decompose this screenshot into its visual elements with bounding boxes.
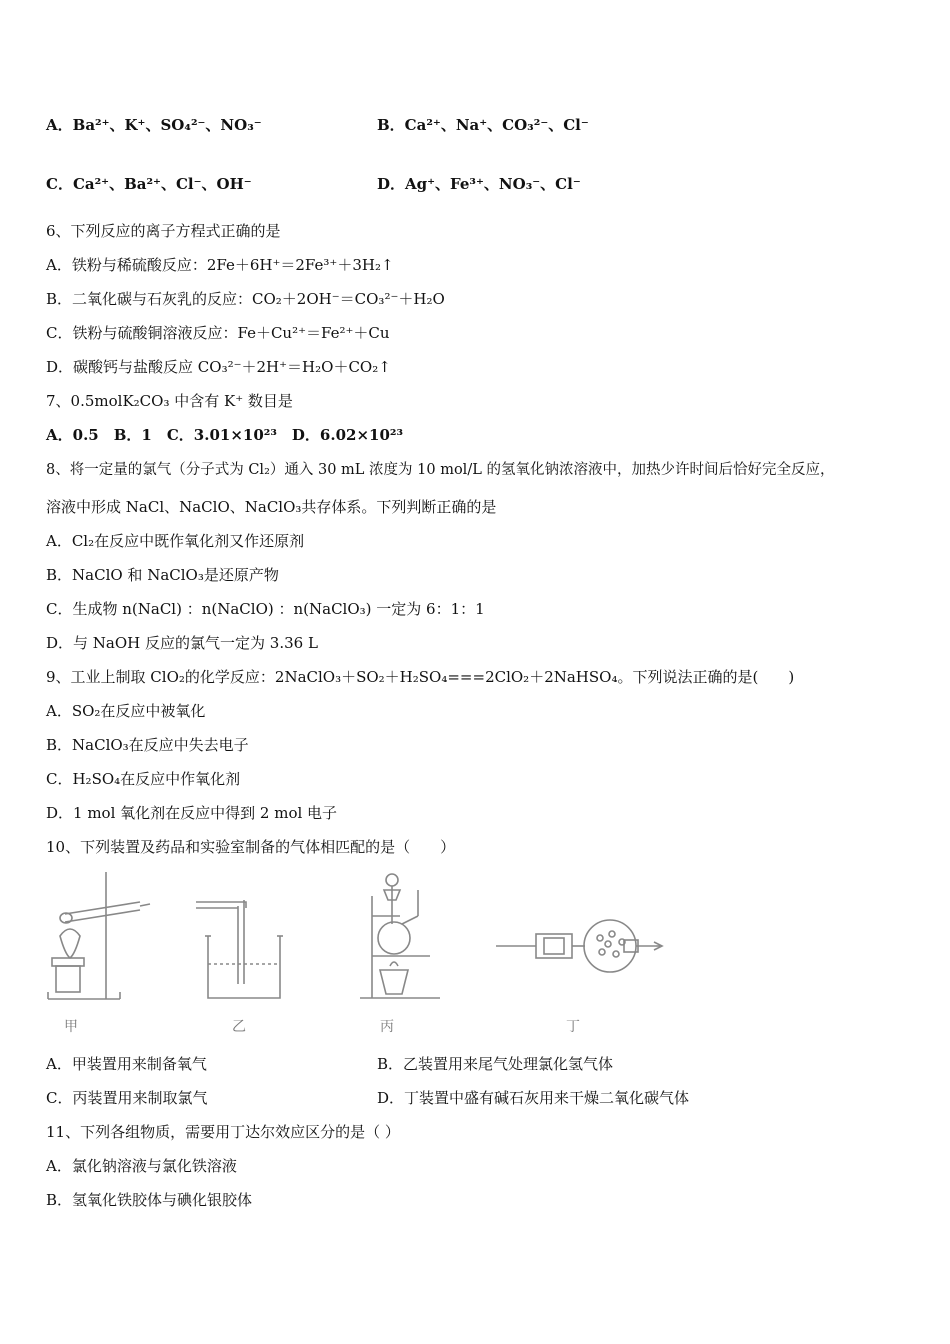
- apparatus-drawing: [40, 866, 680, 1041]
- q6-option-a: A．铁粉与稀硫酸反应：2Fe＋6H⁺＝2Fe³⁺＋3H₂↑: [46, 256, 394, 274]
- q8-option-b: B．NaClO 和 NaClO₃是还原产物: [46, 566, 279, 584]
- q10-option-b: B．乙装置用来尾气处理氯化氢气体: [377, 1055, 614, 1073]
- q11-option-b: B．氢氧化铁胶体与碘化银胶体: [46, 1191, 253, 1209]
- q10-option-d: D．丁装置中盛有碱石灰用来干燥二氧化碳气体: [377, 1089, 690, 1107]
- q7-options: A．0.5 B．1 C．3.01×10²³ D．6.02×10²³: [46, 426, 404, 444]
- q7-stem: 7、0.5molK₂CO₃ 中含有 K⁺ 数目是: [46, 392, 293, 410]
- caption-bing: 丙: [380, 1019, 394, 1035]
- q6-option-d: D．碳酸钙与盐酸反应 CO₃²⁻＋2H⁺＝H₂O＋CO₂↑: [46, 358, 391, 376]
- apparatus-bing: [360, 874, 440, 998]
- q5-option-d: D．Ag⁺、Fe³⁺、NO₃⁻、Cl⁻: [377, 175, 581, 193]
- q10-stem: 10、下列装置及药品和实验室制备的气体相匹配的是（ ）: [46, 838, 456, 856]
- q5-option-a: A．Ba²⁺、K⁺、SO₄²⁻、NO₃⁻: [46, 116, 262, 134]
- q9-option-b: B．NaClO₃在反应中失去电子: [46, 736, 249, 754]
- q9-option-d: D．1 mol 氧化剂在反应中得到 2 mol 电子: [46, 804, 338, 822]
- q6-stem: 6、下列反应的离子方程式正确的是: [46, 222, 281, 240]
- q8-stem-line2: 溶液中形成 NaCl、NaClO、NaClO₃共存体系。下列判断正确的是: [46, 498, 497, 516]
- q10-option-c: C．丙装置用来制取氯气: [46, 1089, 208, 1107]
- apparatus-ding: [496, 920, 662, 972]
- caption-jia: 甲: [64, 1019, 78, 1035]
- q9-option-c: C．H₂SO₄在反应中作氧化剂: [46, 770, 241, 788]
- q8-option-c: C．生成物 n(NaCl) ：n(NaClO) ：n(NaClO₃) 一定为 6：1：1: [46, 600, 485, 618]
- q6-option-c: C．铁粉与硫酸铜溶液反应：Fe＋Cu²⁺＝Fe²⁺＋Cu: [46, 324, 390, 342]
- q9-stem: 9、工业上制取 ClO₂的化学反应：2NaClO₃＋SO₂＋H₂SO₄===2ClO₂＋2NaHSO₄。下列说法正确的是( ): [46, 668, 795, 686]
- q11-option-a: A．氯化钠溶液与氯化铁溶液: [46, 1157, 237, 1175]
- apparatus-yi: [196, 900, 283, 998]
- q8-option-a: A．Cl₂在反应中既作氧化剂又作还原剂: [46, 532, 305, 550]
- caption-yi: 乙: [232, 1019, 246, 1035]
- apparatus-jia: [48, 872, 150, 999]
- q10-option-a: A．甲装置用来制备氧气: [46, 1055, 207, 1073]
- q5-option-b: B．Ca²⁺、Na⁺、CO₃²⁻、Cl⁻: [377, 116, 589, 134]
- caption-ding: 丁: [566, 1019, 580, 1035]
- apparatus-figure: [40, 866, 680, 1041]
- q8-stem-line1: 8、将一定量的氯气（分子式为 Cl₂）通入 30 mL 浓度为 10 mol/L 的氢氧化钠浓溶液中，加热少许时间后恰好完全反应，: [46, 462, 835, 478]
- q11-stem: 11、下列各组物质，需要用丁达尔效应区分的是（ ）: [46, 1123, 400, 1141]
- q9-option-a: A．SO₂在反应中被氧化: [46, 702, 206, 720]
- q8-option-d: D．与 NaOH 反应的氯气一定为 3.36 L: [46, 634, 318, 652]
- q5-option-c: C．Ca²⁺、Ba²⁺、Cl⁻、OH⁻: [46, 175, 252, 193]
- q6-option-b: B．二氧化碳与石灰乳的反应：CO₂＋2OH⁻＝CO₃²⁻＋H₂O: [46, 290, 445, 308]
